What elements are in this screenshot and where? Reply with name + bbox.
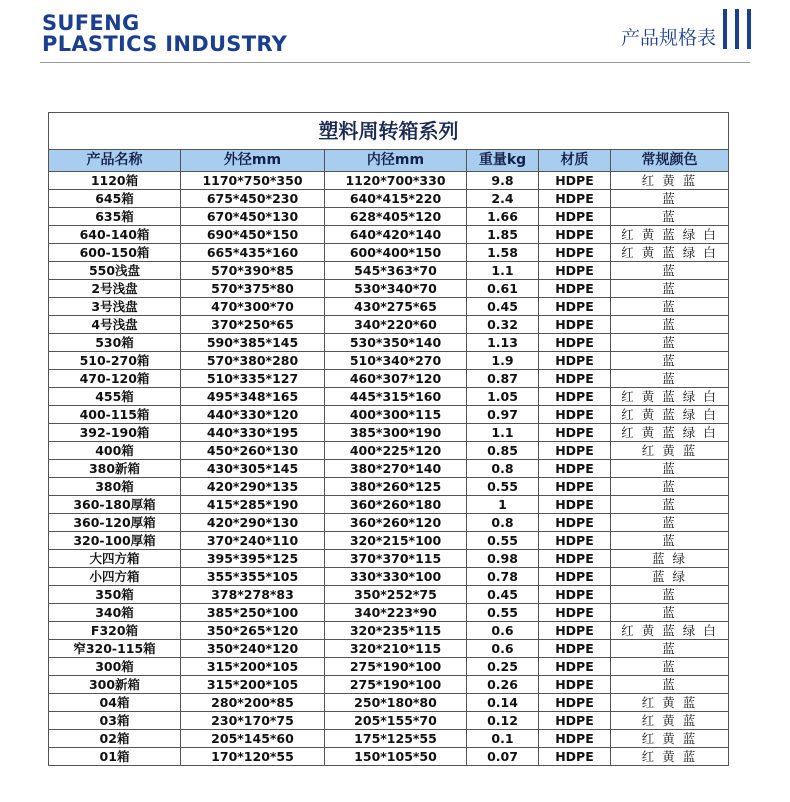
inner-size-cell: 460*307*120: [325, 370, 467, 387]
inner-size-cell: 530*340*70: [325, 280, 467, 297]
material-cell: HDPE: [539, 496, 611, 513]
material-cell: HDPE: [539, 586, 611, 603]
table-row: [49, 190, 728, 208]
inner-size-cell: 400*225*120: [325, 442, 467, 459]
material-cell: HDPE: [539, 370, 611, 387]
table-row: [49, 748, 728, 766]
outer-size-cell: 570*390*85: [181, 262, 325, 279]
inner-size-cell: 330*330*100: [325, 568, 467, 585]
outer-size-cell: 315*200*105: [181, 676, 325, 693]
weight-cell: 0.26: [467, 676, 539, 693]
inner-size-cell: 628*405*120: [325, 208, 467, 225]
product-name-cell: 02箱: [49, 730, 181, 747]
table-body: [49, 172, 728, 766]
outer-size-cell: 395*395*125: [181, 550, 325, 567]
outer-size-cell: 280*200*85: [181, 694, 325, 711]
color-cell: 蓝: [662, 371, 677, 386]
weight-cell: 0.87: [467, 370, 539, 387]
brand-line-1: SUFENG: [42, 11, 140, 35]
product-name-cell: 320-100厚箱: [49, 532, 181, 549]
color-cell: 蓝 绿: [652, 551, 687, 566]
product-name-cell: 600-150箱: [49, 244, 181, 261]
weight-cell: 0.14: [467, 694, 539, 711]
weight-cell: 0.45: [467, 586, 539, 603]
outer-size-cell: 415*285*190: [181, 496, 325, 513]
color-cell: 红 黄 蓝: [641, 731, 698, 746]
material-cell: HDPE: [539, 532, 611, 549]
inner-size-cell: 370*370*115: [325, 550, 467, 567]
table-row: [49, 514, 728, 532]
outer-size-cell: 378*278*83: [181, 586, 325, 603]
table-row: [49, 280, 728, 298]
table-row: [49, 550, 728, 568]
color-cell: 红 黄 蓝 绿 白: [621, 227, 718, 242]
inner-size-cell: 150*105*50: [325, 748, 467, 765]
material-cell: HDPE: [539, 460, 611, 477]
material-cell: HDPE: [539, 172, 611, 189]
table-row: [49, 604, 728, 622]
material-cell: HDPE: [539, 334, 611, 351]
weight-cell: 1.13: [467, 334, 539, 351]
table-row: [49, 622, 728, 640]
color-cell: 红 黄 蓝 绿 白: [621, 389, 718, 404]
weight-cell: 1.85: [467, 226, 539, 243]
product-name-cell: 380箱: [49, 478, 181, 495]
outer-size-cell: 590*385*145: [181, 334, 325, 351]
material-cell: HDPE: [539, 406, 611, 423]
color-cell: 蓝 绿: [652, 569, 687, 584]
spec-table: [48, 112, 729, 766]
product-name-cell: 03箱: [49, 712, 181, 729]
table-row: [49, 442, 728, 460]
material-cell: HDPE: [539, 442, 611, 459]
inner-size-cell: 530*350*140: [325, 334, 467, 351]
inner-size-cell: 340*223*90: [325, 604, 467, 621]
outer-size-cell: 315*200*105: [181, 658, 325, 675]
inner-size-cell: 640*415*220: [325, 190, 467, 207]
color-cell: 蓝: [662, 353, 677, 368]
inner-size-cell: 385*300*190: [325, 424, 467, 441]
table-row: [49, 298, 728, 316]
product-name-cell: 窄320-115箱: [49, 640, 181, 657]
inner-size-cell: 510*340*270: [325, 352, 467, 369]
product-name-cell: 470-120箱: [49, 370, 181, 387]
inner-size-cell: 275*190*100: [325, 658, 467, 675]
material-cell: HDPE: [539, 694, 611, 711]
table-row: [49, 226, 728, 244]
color-cell: 蓝: [662, 317, 677, 332]
table-row: [49, 658, 728, 676]
table-row: [49, 730, 728, 748]
outer-size-cell: 495*348*165: [181, 388, 325, 405]
inner-size-cell: 320*235*115: [325, 622, 467, 639]
table-row: [49, 370, 728, 388]
outer-size-cell: 510*335*127: [181, 370, 325, 387]
product-name-cell: 400箱: [49, 442, 181, 459]
weight-cell: 9.8: [467, 172, 539, 189]
inner-size-cell: 640*420*140: [325, 226, 467, 243]
table-row: [49, 244, 728, 262]
outer-size-cell: 420*290*135: [181, 478, 325, 495]
table-row: [49, 694, 728, 712]
material-cell: HDPE: [539, 190, 611, 207]
inner-size-cell: 275*190*100: [325, 676, 467, 693]
weight-cell: 0.98: [467, 550, 539, 567]
product-name-cell: 645箱: [49, 190, 181, 207]
outer-size-cell: 675*450*230: [181, 190, 325, 207]
inner-size-cell: 360*260*120: [325, 514, 467, 531]
color-cell: 蓝: [662, 677, 677, 692]
weight-cell: 0.55: [467, 532, 539, 549]
material-cell: HDPE: [539, 622, 611, 639]
material-cell: HDPE: [539, 280, 611, 297]
color-cell: 蓝: [662, 299, 677, 314]
product-name-cell: 640-140箱: [49, 226, 181, 243]
product-name-cell: F320箱: [49, 622, 181, 639]
weight-cell: 0.78: [467, 568, 539, 585]
material-cell: HDPE: [539, 226, 611, 243]
color-cell: 红 黄 蓝 绿 白: [621, 245, 718, 260]
outer-size-cell: 350*240*120: [181, 640, 325, 657]
material-cell: HDPE: [539, 514, 611, 531]
inner-size-cell: 1120*700*330: [325, 172, 467, 189]
inner-size-cell: 320*210*115: [325, 640, 467, 657]
weight-cell: 0.85: [467, 442, 539, 459]
inner-size-cell: 205*155*70: [325, 712, 467, 729]
outer-size-cell: 205*145*60: [181, 730, 325, 747]
color-cell: 蓝: [662, 515, 677, 530]
weight-cell: 0.61: [467, 280, 539, 297]
product-name-cell: 550浅盘: [49, 262, 181, 279]
weight-cell: 1.1: [467, 262, 539, 279]
outer-size-cell: 355*355*105: [181, 568, 325, 585]
material-cell: HDPE: [539, 208, 611, 225]
outer-size-cell: 570*375*80: [181, 280, 325, 297]
product-name-cell: 300新箱: [49, 676, 181, 693]
weight-cell: 0.07: [467, 748, 539, 765]
color-cell: 蓝: [662, 335, 677, 350]
table-row: [49, 478, 728, 496]
product-name-cell: 大四方箱: [49, 550, 181, 567]
weight-cell: 0.55: [467, 604, 539, 621]
product-name-cell: 400-115箱: [49, 406, 181, 423]
product-name-cell: 360-180厚箱: [49, 496, 181, 513]
outer-size-cell: 440*330*195: [181, 424, 325, 441]
color-cell: 红 黄 蓝 绿 白: [621, 407, 718, 422]
color-cell: 红 黄 蓝: [641, 695, 698, 710]
outer-size-cell: 420*290*130: [181, 514, 325, 531]
weight-cell: 1.1: [467, 424, 539, 441]
product-name-cell: 455箱: [49, 388, 181, 405]
material-cell: HDPE: [539, 424, 611, 441]
inner-size-cell: 360*260*180: [325, 496, 467, 513]
table-row: [49, 388, 728, 406]
product-name-cell: 1120箱: [49, 172, 181, 189]
color-cell: 蓝: [662, 461, 677, 476]
weight-cell: 0.8: [467, 460, 539, 477]
weight-cell: 0.6: [467, 640, 539, 657]
table-title: 塑料周转箱系列: [49, 113, 728, 150]
weight-cell: 0.45: [467, 298, 539, 315]
material-cell: HDPE: [539, 298, 611, 315]
weight-cell: 1.05: [467, 388, 539, 405]
product-name-cell: 360-120厚箱: [49, 514, 181, 531]
inner-size-cell: 350*252*75: [325, 586, 467, 603]
material-cell: HDPE: [539, 640, 611, 657]
outer-size-cell: 690*450*150: [181, 226, 325, 243]
column-header: 产品名称: [49, 150, 181, 171]
inner-size-cell: 600*400*150: [325, 244, 467, 261]
material-cell: HDPE: [539, 478, 611, 495]
weight-cell: 2.4: [467, 190, 539, 207]
color-cell: 蓝: [662, 191, 677, 206]
outer-size-cell: 470*300*70: [181, 298, 325, 315]
color-cell: 蓝: [662, 641, 677, 656]
material-cell: HDPE: [539, 604, 611, 621]
column-header: 外径mm: [181, 150, 325, 171]
color-cell: 蓝: [662, 587, 677, 602]
product-name-cell: 01箱: [49, 748, 181, 765]
brand-logo: [42, 13, 287, 55]
color-cell: 蓝: [662, 281, 677, 296]
color-cell: 红 黄 蓝: [641, 443, 698, 458]
column-header: 常规颜色: [641, 152, 698, 168]
material-cell: HDPE: [539, 568, 611, 585]
product-name-cell: 3号浅盘: [49, 298, 181, 315]
color-cell: 蓝: [662, 263, 677, 278]
product-name-cell: 510-270箱: [49, 352, 181, 369]
table-row: [49, 586, 728, 604]
table-row: [49, 676, 728, 694]
color-cell: 蓝: [662, 605, 677, 620]
color-cell: 蓝: [662, 209, 677, 224]
weight-cell: 0.32: [467, 316, 539, 333]
inner-size-cell: 545*363*70: [325, 262, 467, 279]
outer-size-cell: 370*250*65: [181, 316, 325, 333]
table-row: [49, 406, 728, 424]
table-row: [49, 208, 728, 226]
inner-size-cell: 445*315*160: [325, 388, 467, 405]
inner-size-cell: 250*180*80: [325, 694, 467, 711]
color-cell: 蓝: [662, 659, 677, 674]
column-header: 重量kg: [467, 150, 539, 171]
weight-cell: 0.55: [467, 478, 539, 495]
weight-cell: 1.66: [467, 208, 539, 225]
inner-size-cell: 400*300*115: [325, 406, 467, 423]
table-row: [49, 424, 728, 442]
table-row: [49, 352, 728, 370]
product-name-cell: 04箱: [49, 694, 181, 711]
header-divider: [40, 62, 750, 63]
material-cell: HDPE: [539, 748, 611, 765]
inner-size-cell: 380*260*125: [325, 478, 467, 495]
material-cell: HDPE: [539, 712, 611, 729]
color-cell: 蓝: [662, 533, 677, 548]
column-header: 内径mm: [325, 150, 467, 171]
brand-line-2: PLASTICS INDUSTRY: [42, 32, 288, 56]
weight-cell: 0.6: [467, 622, 539, 639]
table-row: [49, 496, 728, 514]
table-row: [49, 640, 728, 658]
product-name-cell: 340箱: [49, 604, 181, 621]
outer-size-cell: 385*250*100: [181, 604, 325, 621]
outer-size-cell: 370*240*110: [181, 532, 325, 549]
color-cell: 蓝: [662, 497, 677, 512]
material-cell: HDPE: [539, 316, 611, 333]
inner-size-cell: 175*125*55: [325, 730, 467, 747]
weight-cell: 1: [467, 496, 539, 513]
table-row: [49, 712, 728, 730]
material-cell: HDPE: [539, 658, 611, 675]
material-cell: HDPE: [539, 550, 611, 567]
outer-size-cell: 1170*750*350: [181, 172, 325, 189]
inner-size-cell: 320*215*100: [325, 532, 467, 549]
product-name-cell: 2号浅盘: [49, 280, 181, 297]
product-name-cell: 635箱: [49, 208, 181, 225]
weight-cell: 0.1: [467, 730, 539, 747]
material-cell: HDPE: [539, 388, 611, 405]
color-cell: 红 黄 蓝: [641, 713, 698, 728]
color-cell: 红 黄 蓝 绿 白: [621, 623, 718, 638]
inner-size-cell: 380*270*140: [325, 460, 467, 477]
table-row: [49, 568, 728, 586]
outer-size-cell: 450*260*130: [181, 442, 325, 459]
outer-size-cell: 570*380*280: [181, 352, 325, 369]
material-cell: HDPE: [539, 244, 611, 261]
table-row: [49, 172, 728, 190]
material-cell: HDPE: [539, 676, 611, 693]
document-title: 产品规格表: [620, 27, 716, 49]
inner-size-cell: 340*220*60: [325, 316, 467, 333]
outer-size-cell: 230*170*75: [181, 712, 325, 729]
table-row: [49, 262, 728, 280]
outer-size-cell: 430*305*145: [181, 460, 325, 477]
outer-size-cell: 170*120*55: [181, 748, 325, 765]
weight-cell: 1.58: [467, 244, 539, 261]
outer-size-cell: 440*330*120: [181, 406, 325, 423]
product-name-cell: 350箱: [49, 586, 181, 603]
outer-size-cell: 350*265*120: [181, 622, 325, 639]
outer-size-cell: 670*450*130: [181, 208, 325, 225]
material-cell: HDPE: [539, 730, 611, 747]
table-row: [49, 316, 728, 334]
weight-cell: 0.8: [467, 514, 539, 531]
weight-cell: 0.97: [467, 406, 539, 423]
column-header: 材质: [539, 150, 611, 171]
table-row: [49, 532, 728, 550]
outer-size-cell: 665*435*160: [181, 244, 325, 261]
weight-cell: 0.25: [467, 658, 539, 675]
product-name-cell: 小四方箱: [49, 568, 181, 585]
color-cell: 红 黄 蓝: [641, 173, 698, 188]
table-row: [49, 460, 728, 478]
color-cell: 红 黄 蓝: [641, 749, 698, 764]
product-name-cell: 4号浅盘: [49, 316, 181, 333]
weight-cell: 0.12: [467, 712, 539, 729]
product-name-cell: 300箱: [49, 658, 181, 675]
product-name-cell: 380新箱: [49, 460, 181, 477]
material-cell: HDPE: [539, 352, 611, 369]
color-cell: 蓝: [662, 479, 677, 494]
table-header-row: [49, 150, 728, 172]
material-cell: HDPE: [539, 262, 611, 279]
inner-size-cell: 430*275*65: [325, 298, 467, 315]
product-name-cell: 392-190箱: [49, 424, 181, 441]
table-row: [49, 334, 728, 352]
weight-cell: 1.9: [467, 352, 539, 369]
color-cell: 红 黄 蓝 绿 白: [621, 425, 718, 440]
product-name-cell: 530箱: [49, 334, 181, 351]
